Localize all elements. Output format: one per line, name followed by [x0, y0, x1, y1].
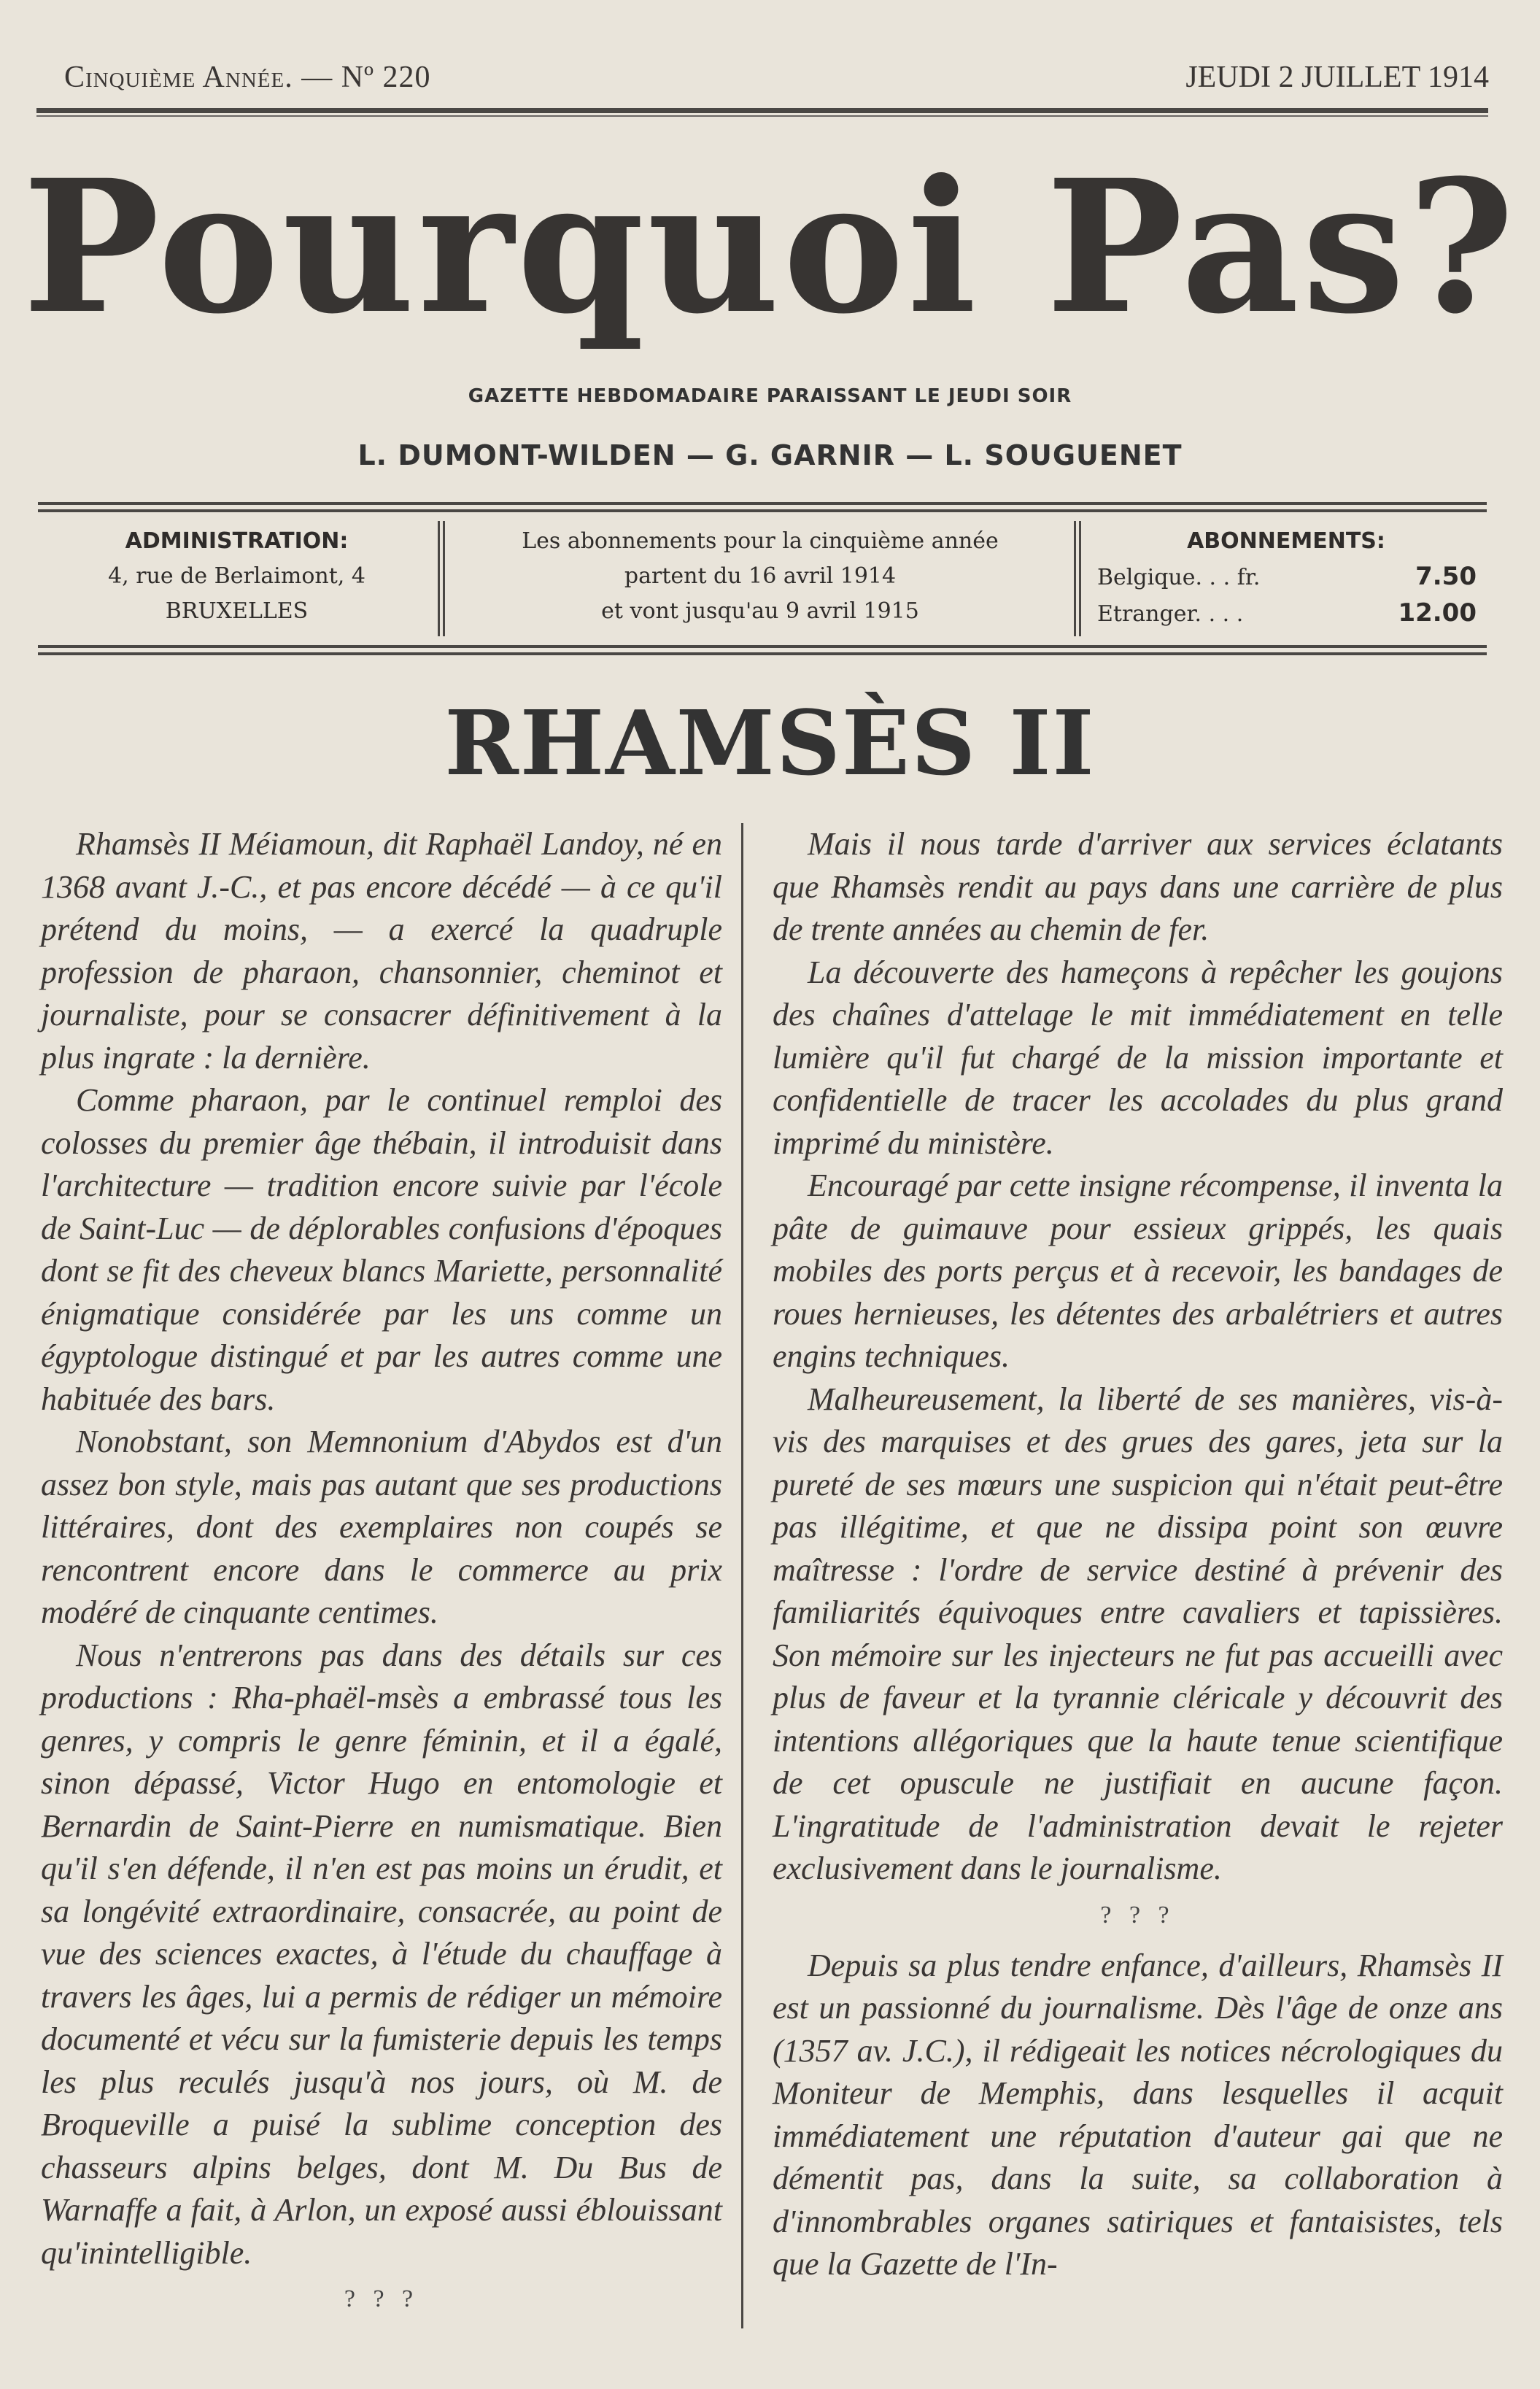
article-column-right [741, 823, 1503, 2328]
paragraph: Rhamsès II Méiamoun, dit Raphaël Landoy, né en 1368 avant J.-C., et pas encore décédé — à ce qu'il prétend du moins, — a exercé la quadruple profession de pharaon, chansonnier, cheminot et journaliste, pour se consacrer définitivement à la plus ingrate : la dernière. [41, 826, 722, 1076]
masthead-topline [64, 0, 1489, 99]
issue-number: Cinquième Année. — Nº 220 [64, 61, 431, 94]
administration-cell [38, 517, 436, 641]
masthead-rule-thin [36, 115, 1488, 117]
price-label: Etranger. . . . [1097, 601, 1244, 627]
subscription-notice-cell [450, 517, 1070, 641]
info-box-divider [1074, 521, 1081, 636]
newspaper-title: Pourquoi Pas? [22, 139, 1518, 354]
paragraph: Encouragé par cette insigne récompense, il inventa la pâte de guimauve pour essieux grippés, les quais mobiles des ports perçus et à recevoir, les bandages de roues hernieuses, les détentes des arbalétriers et autres engins techniques. [773, 1168, 1503, 1374]
paragraph: Comme pharaon, par le continuel remploi des colosses du premier âge thébain, il introduisit dans l'architecture — tradition encore suivie par l'école de Saint-Luc — de déplorables confusions d'époques dont se fit des cheveux blancs Mariette, personnalité énigmatique considérée par les uns comme un égyptologue distingué et par les autres comme une habituée des bars. [41, 1082, 722, 1417]
info-box-divider [438, 521, 445, 636]
issue-date: JEUDI 2 JUILLET 1914 [1185, 61, 1489, 94]
notice-line-3: et vont jusqu'au 9 avril 1915 [601, 598, 919, 624]
price-row-abroad [1086, 595, 1487, 632]
article-columns [41, 823, 1503, 2328]
editors-line: L. DUMONT-WILDEN — G. GARNIR — L. SOUGUENET [357, 439, 1183, 471]
spacer [0, 473, 1540, 502]
paragraph: La découverte des hameçons à repêcher les goujons des chaînes d'attelage le mit immédiatement en telle lumière qu'il fut chargé de la mission importante et confidentielle de tracer les accolades du plus grand imprimé du ministère. [773, 954, 1503, 1161]
subscription-prices-cell [1086, 517, 1487, 641]
administration-city: BRUXELLES [165, 598, 309, 624]
administration-heading: ADMINISTRATION: [125, 528, 349, 554]
administration-address: 4, rue de Berlaimont, 4 [108, 563, 365, 589]
paragraph: Mais il nous tarde d'arriver aux services éclatants que Rhamsès rendit au pays dans une carrière de plus de trente années au chemin de fer. [773, 826, 1503, 947]
article-column-left [41, 823, 741, 2328]
notice-line-2: partent du 16 avril 1914 [624, 563, 897, 589]
info-box [38, 517, 1487, 641]
paragraph: Malheureusement, la liberté de ses manières, vis-à-vis des marquises et des grues des gares, jeta sur la pureté de ses mœurs une suspicion qui n'était peut-être pas illégitime, et que ne dissipa point son œuvre maîtresse : l'ordre de service destiné à prévenir des familiarités équivoques entre cavaliers et tapissières. Son mémoire sur les injecteurs ne fut pas accueilli avec plus de faveur et la tyrannie cléricale y découvrit des intentions allégoriques que la haute tenue scientifique de cet opuscule ne justifiait en aucune façon. L'ingratitude de l'administration devait le rejeter exclusivement dans le journalisme. [773, 1381, 1503, 1886]
price-amount: 12.00 [1398, 598, 1477, 628]
info-box-rule-bottom-2 [38, 652, 1487, 655]
info-box-rule-top-2 [38, 509, 1487, 512]
paragraph: Depuis sa plus tendre enfance, d'ailleurs, Rhamsès II est un passionné du journalisme. Dès l'âge de onze ans (1357 av. J.C.), il rédigeait les notices nécrologiques du Moniteur de Memphis, dans lesquelles il acquit immédiatement une réputation d'auteur gai que ne démentit pas, dans la suite, sa collaboration à d'innombrables organes satiriques et fantaisistes, tels que la Gazette de l'In- [773, 1947, 1503, 2282]
subscriptions-heading: ABONNEMENTS: [1187, 528, 1385, 554]
section-separator: ? ? ? [1100, 1901, 1175, 1929]
notice-line-1: Les abonnements pour la cinquième année [522, 528, 999, 554]
paragraph: Nonobstant, son Memnonium d'Abydos est d'un assez bon style, mais pas autant que ses productions littéraires, dont des exemplaires non coupés se rencontrent encore dans le commerce au prix modéré de cinquante centimes. [41, 1424, 722, 1630]
article-headline: RHAMSÈS II [444, 690, 1096, 795]
price-amount: 7.50 [1415, 562, 1477, 591]
newspaper-tagline: GAZETTE HEBDOMADAIRE PARAISSANT LE JEUDI SOIR [468, 385, 1072, 407]
price-row-belgium [1086, 559, 1487, 595]
price-label: Belgique. . . fr. [1097, 565, 1261, 590]
paragraph: Nous n'entrerons pas dans des détails sur ces productions : Rha-phaël-msès a embrassé tous les genres, y compris le genre féminin, et il a égalé, sinon dépassé, Victor Hugo en entomologie et Bernardin de Saint-Pierre en numismatique. Bien qu'il s'en défende, il n'en est pas moins un érudit, et sa longévité extraordinaire, consacrée, au point de vue des sciences exactes, à l'étude du chauffage à travers les âges, lui a permis de rédiger un mémoire documenté et vécu sur la fumisterie depuis les temps les plus reculés jusqu'à nos jours, où M. de Broqueville a puisé la sublime conception des chasseurs alpins belges, dont M. Du Bus de Warnaffe a fait, à Arlon, un exposé aussi éblouissant qu'inintelligible. [41, 1637, 722, 2271]
masthead-rule [36, 108, 1488, 113]
section-separator: ? ? ? [344, 2285, 419, 2312]
